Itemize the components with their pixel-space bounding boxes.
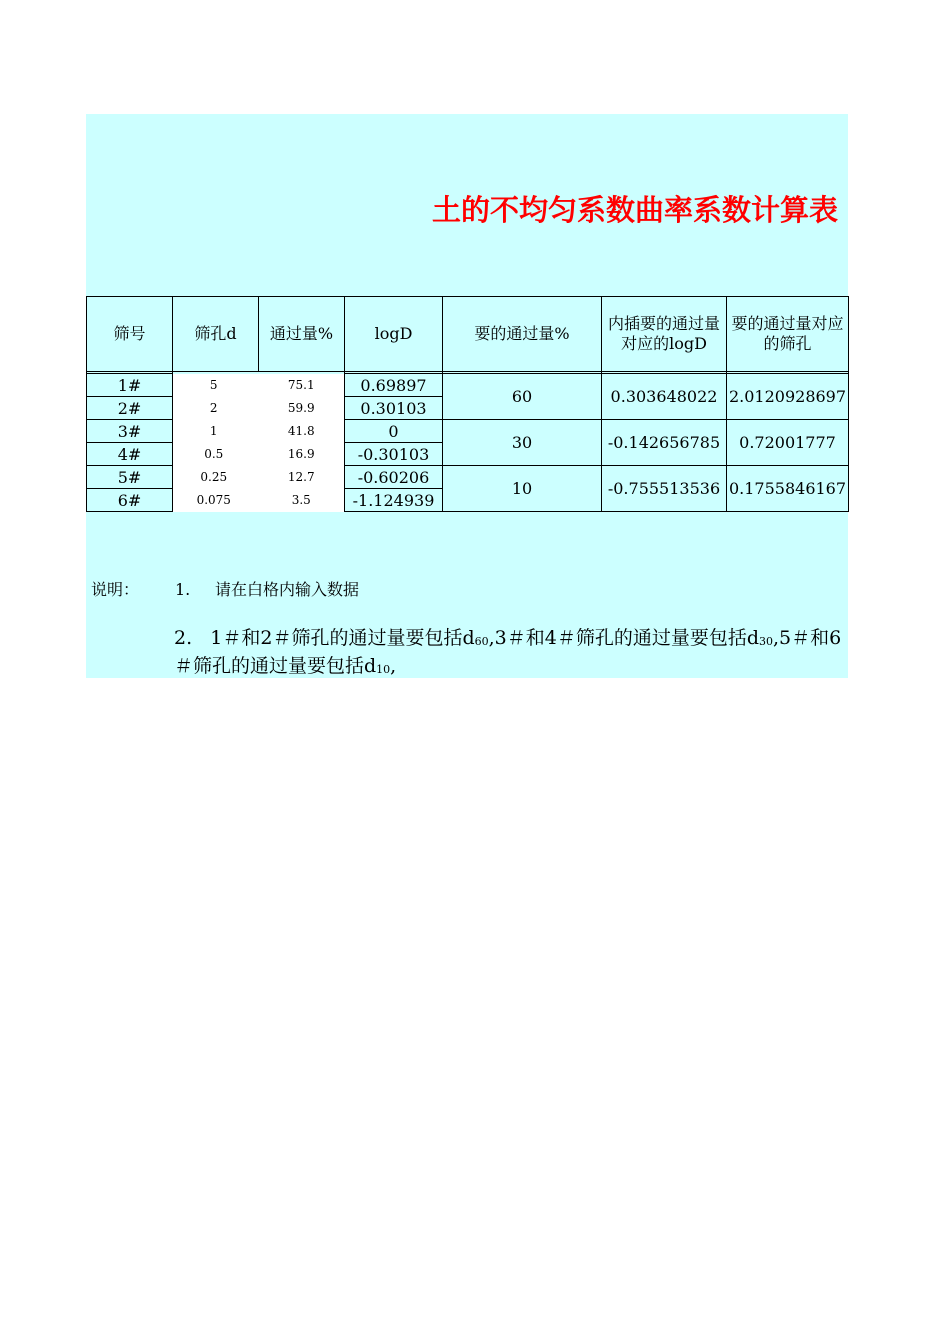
table-row — [87, 420, 849, 443]
header-target-size: 要的通过量对应的筛孔 — [727, 297, 849, 372]
note-2-sub-60: 60 — [474, 635, 489, 648]
sieve-no: 5# — [87, 466, 173, 489]
note-2-sub-10: 10 — [376, 663, 391, 676]
logd-value: 0 — [345, 420, 443, 443]
target-passing: 10 — [443, 466, 602, 512]
input-sieve-size[interactable]: 0.5 — [173, 443, 259, 466]
logd-value: -0.60206 — [345, 466, 443, 489]
input-sieve-size[interactable]: 2 — [173, 397, 259, 420]
sieve-no: 6# — [87, 489, 173, 512]
sieve-no: 1# — [87, 374, 173, 397]
header-logd: logD — [345, 297, 443, 372]
sheet-panel — [86, 114, 848, 678]
table-row — [87, 374, 849, 397]
note-2-number: 2. — [174, 627, 193, 649]
input-sieve-size[interactable]: 5 — [173, 374, 259, 397]
input-passing[interactable]: 12.7 — [259, 466, 345, 489]
input-sieve-size[interactable]: 1 — [173, 420, 259, 443]
interp-logd: 0.303648022 — [602, 374, 727, 420]
note-1-text: 请在白格内输入数据 — [215, 580, 360, 599]
sheet-title: 土的不均匀系数曲率系数计算表 — [431, 193, 838, 227]
header-sieve-size: 筛孔d — [173, 297, 259, 372]
target-passing: 30 — [443, 420, 602, 466]
sieve-no: 2# — [87, 397, 173, 420]
header-passing: 通过量% — [259, 297, 345, 372]
calc-table — [86, 296, 849, 512]
input-sieve-size[interactable]: 0.25 — [173, 466, 259, 489]
note-2-text-d: , — [390, 655, 397, 677]
note-2 — [174, 626, 844, 682]
header-target-passing: 要的通过量% — [443, 297, 602, 372]
sieve-no: 3# — [87, 420, 173, 443]
input-passing[interactable]: 3.5 — [259, 489, 345, 512]
note-1 — [91, 577, 359, 600]
input-passing[interactable]: 59.9 — [259, 397, 345, 420]
note-2-text-c: ,5＃和6＃筛孔的通过量要包括d — [174, 627, 842, 677]
input-sieve-size[interactable]: 0.075 — [173, 489, 259, 512]
note-2-sub-30: 30 — [759, 635, 773, 648]
logd-value: 0.69897 — [345, 374, 443, 397]
table-row — [87, 466, 849, 489]
header-sieve-no: 筛号 — [87, 297, 173, 372]
target-size: 2.0120928697 — [727, 374, 849, 420]
input-passing[interactable]: 41.8 — [259, 420, 345, 443]
logd-value: -0.30103 — [345, 443, 443, 466]
target-size: 0.1755846167 — [727, 466, 849, 512]
note-2-text-a: 1＃和2＃筛孔的通过量要包括d — [210, 627, 475, 649]
sieve-no: 4# — [87, 443, 173, 466]
note-1-number: 1. — [175, 580, 191, 599]
input-passing[interactable]: 16.9 — [259, 443, 345, 466]
target-passing: 60 — [443, 374, 602, 420]
interp-logd: -0.755513536 — [602, 466, 727, 512]
header-interp-logd: 内插要的通过量对应的logD — [602, 297, 727, 372]
input-passing[interactable]: 75.1 — [259, 374, 345, 397]
header-row — [87, 297, 849, 372]
target-size: 0.72001777 — [727, 420, 849, 466]
note-2-text-b: ,3＃和4＃筛孔的通过量要包括d — [488, 627, 759, 649]
logd-value: -1.124939 — [345, 489, 443, 512]
logd-value: 0.30103 — [345, 397, 443, 420]
notes-label: 说明： — [91, 580, 140, 599]
interp-logd: -0.142656785 — [602, 420, 727, 466]
